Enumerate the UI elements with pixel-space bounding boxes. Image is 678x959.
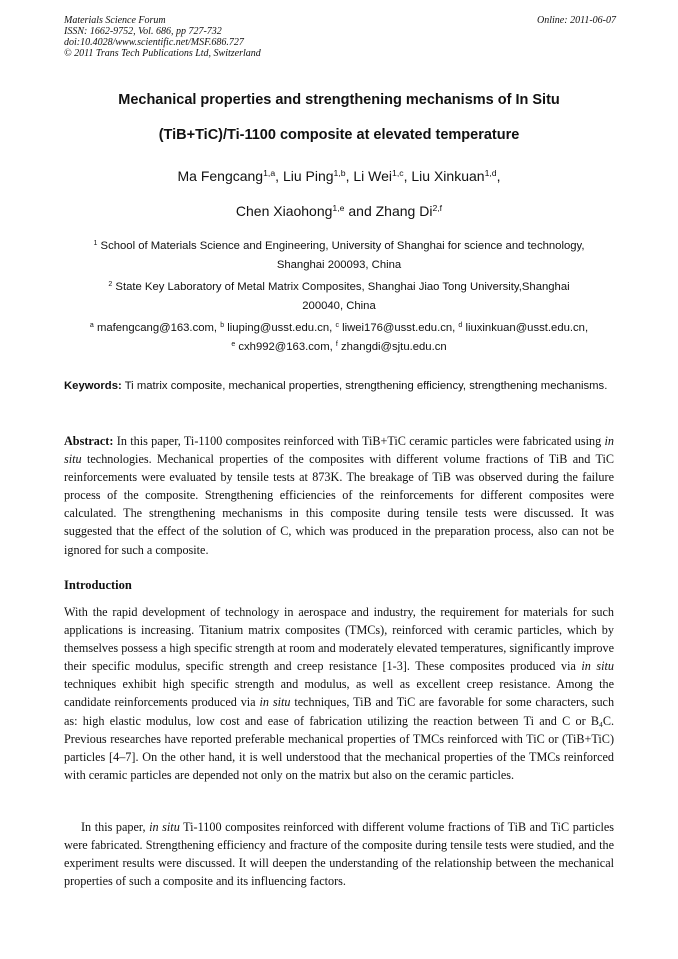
email-address[interactable]: zhangdi@sjtu.edu.cn bbox=[340, 341, 447, 353]
author-name: Chen Xiaohong bbox=[235, 203, 333, 219]
email-mark: b bbox=[220, 321, 225, 329]
doi-line: doi:10.4028/www.scientific.net/MSF.686.727 bbox=[64, 37, 244, 48]
keywords bbox=[64, 377, 614, 396]
affiliation-2 bbox=[58, 278, 620, 316]
title-line-2: (TiB+TiC)/Ti-1100 composite at elevated temperature bbox=[158, 127, 520, 143]
keywords-text: Ti matrix composite, mechanical properties, strengthening efficiency, strengthening mechanisms. bbox=[124, 380, 608, 392]
subscript: 4 bbox=[599, 719, 603, 729]
author-line-1: Ma Fengcang$^{1,a}$, Liu Ping$^{1,b}$, Li Wei$^{1,c}$, Liu Xinkuan$^{1,d}$, bbox=[177, 167, 501, 184]
email-address[interactable]: liuping@usst.edu.cn bbox=[227, 322, 330, 334]
body-text: techniques, TiB and TiC are favorable for some characters, such as: high elastic modulus, low cost and ease of fabrication utilizing the reaction between Ti and C or B bbox=[64, 695, 615, 728]
page-header bbox=[64, 15, 616, 59]
abstract-text: In this paper, Ti-1100 composites reinforced with TiB+TiC ceramic particles were fabricated using bbox=[116, 434, 602, 448]
copyright-line: © 2011 Trans Tech Publications Ltd, Switzerland bbox=[64, 48, 261, 59]
abstract-italic: in situ bbox=[64, 434, 615, 467]
email-address[interactable]: mafengcang@163.com bbox=[96, 322, 214, 334]
author-name: Li Wei bbox=[353, 168, 393, 184]
email-mark: e bbox=[231, 340, 236, 348]
journal-name: Materials Science Forum bbox=[64, 15, 166, 26]
body-text: In this paper, bbox=[81, 820, 146, 834]
body-text: With the rapid development of technology in aerospace and industry, the requirement for materials for such applications is increasing. Titanium matrix composites (TMCs), reinforced with ceramic particles, which by themselves possess a high specific strength at room and moderately elevated temperatures, significantly improve their specific modulus, specific strength and creep resistance [1-3]. These composites produced via bbox=[64, 605, 614, 674]
title-line-1: Mechanical properties and strengthening mechanisms of In Situ bbox=[118, 92, 560, 108]
introduction-paragraph-1 bbox=[64, 603, 614, 784]
affiliation-mark: 1 bbox=[93, 239, 98, 247]
author-name: Liu Xinkuan bbox=[411, 168, 485, 184]
author-affiliation-mark: 1,e bbox=[332, 202, 345, 213]
affiliation-text: Shanghai 200093, China bbox=[276, 259, 402, 271]
email-mark: a bbox=[89, 321, 94, 329]
section-heading-introduction: Introduction bbox=[64, 578, 132, 592]
author-name: Ma Fengcang bbox=[177, 168, 264, 184]
body-italic: in situ bbox=[149, 820, 180, 834]
abstract-text: technologies. Mechanical properties of the composites with different volume fractions of TiB and TiC reinforcements were evaluated by tensile tests at 873K. The breakage of TiB was observed during the failure process of the composite. Strengthening efficiencies of the reinforcements for different composites were calculated. The strengthening mechanisms in this composite during tensile tests were discussed. It was suggested that the effect of the solution of C, which was produced in the preparation process, also can not be ignored for such a composite. bbox=[64, 452, 614, 557]
introduction-paragraph-2 bbox=[64, 818, 614, 890]
author-affiliation-mark: 1,b bbox=[333, 167, 346, 178]
email-list: $^a$ mafengcang@163.com, $^b$ liuping@usst.edu.cn, $^c$ liwei176@usst.edu.cn, $^d$ liuxinkuan@usst.edu.cn, $^e$ cxh992@163.com, $^f$ zhangdi@sjtu.edu.cn bbox=[89, 321, 589, 353]
abstract bbox=[64, 432, 614, 559]
body-text: Ti-1100 composites reinforced with different volume fractions of TiB and TiC particles were fabricated. Strengthening efficiency and fracture of the composite during tensile tests were studied, and the experiment results were discussed. It will deepen the understanding of the relationship between the mechanical properties of such a composite and its influencing factors. bbox=[64, 820, 615, 889]
affiliation-text: State Key Laboratory of Metal Matrix Composites, Shanghai Jiao Tong University,Shanghai bbox=[115, 281, 570, 293]
online-date: Online: 2011-06-07 bbox=[537, 15, 616, 26]
author-name: Liu Ping bbox=[282, 168, 334, 184]
body-italic: in situ bbox=[259, 695, 291, 710]
affiliation-text: School of Materials Science and Engineering, University of Shanghai for science and technology, bbox=[100, 240, 585, 252]
author-affiliation-mark: 1,c bbox=[392, 167, 404, 178]
email-address[interactable]: liwei176@usst.edu.cn bbox=[342, 322, 453, 334]
abstract-label: Abstract: bbox=[64, 434, 114, 448]
body-italic: in situ bbox=[581, 659, 615, 674]
body-text: techniques exhibit high specific strength and modulus, as well as excellent creep resistance. Among the candidate reinforcements produced via bbox=[64, 677, 614, 710]
issn-line: ISSN: 1662-9752, Vol. 686, pp 727-732 bbox=[64, 26, 222, 37]
affiliation-mark: 2 bbox=[108, 280, 113, 288]
keywords-label: Keywords: bbox=[64, 380, 122, 392]
author-affiliation-mark: 1,d bbox=[484, 167, 497, 178]
email-address[interactable]: cxh992@163.com bbox=[238, 341, 330, 353]
affiliation-1 bbox=[58, 237, 620, 275]
author-line-2: Chen Xiaohong$^{1,e}$ and Zhang Di$^{2,f}$ bbox=[235, 202, 443, 219]
email-mark: c bbox=[335, 321, 339, 329]
email-mark: d bbox=[458, 321, 463, 329]
author-name: Zhang Di bbox=[375, 203, 433, 219]
author-affiliation-mark: 2,f bbox=[432, 202, 443, 213]
body-text: C. Previous researches have reported preferable mechanical properties of TMCs reinforced with TiC or (TiB+TiC) particles [4–7]. On the other hand, it is well understood that the mechanical properties of the TMCs reinforced with ceramic particles are depended not only on the matrix but also on the ceramic particles. bbox=[64, 713, 614, 782]
affiliation-text: 200040, China bbox=[302, 300, 376, 312]
email-address[interactable]: liuxinkuan@usst.edu.cn bbox=[465, 322, 585, 334]
author-affiliation-mark: 1,a bbox=[263, 167, 276, 178]
email-mark: f bbox=[335, 340, 338, 348]
